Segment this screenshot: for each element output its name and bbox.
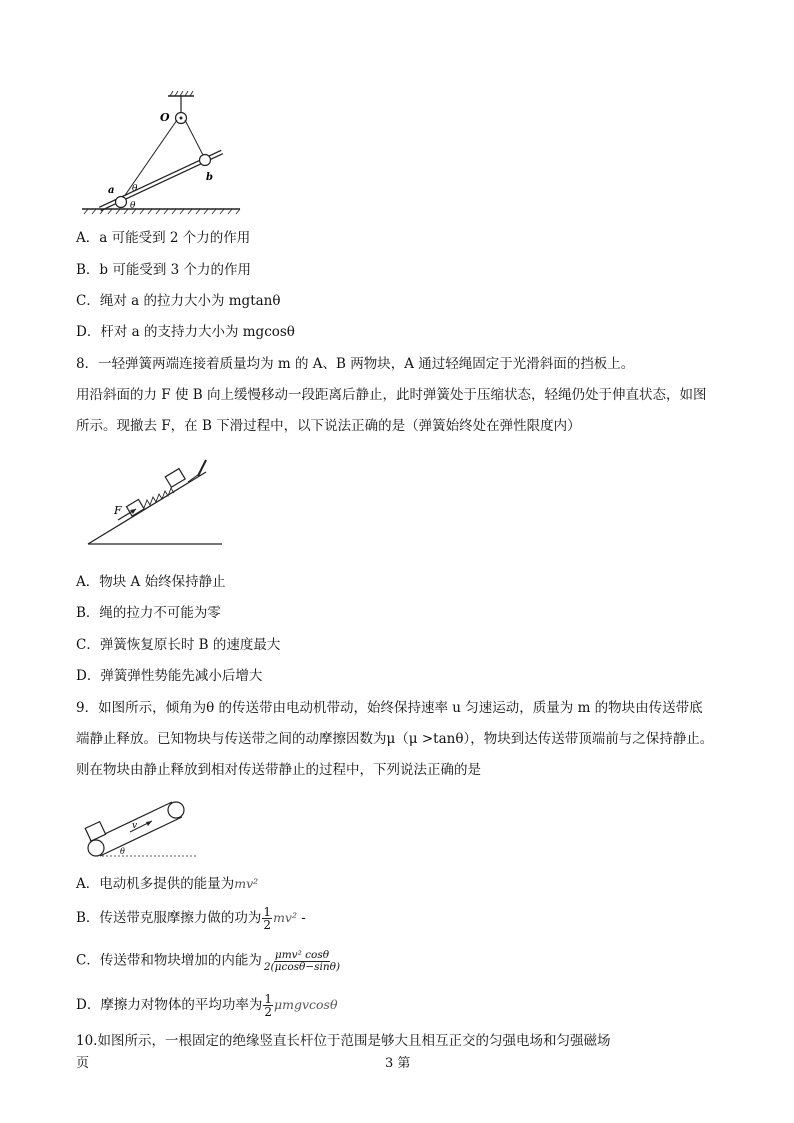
footer-left: 页 xyxy=(76,1056,90,1071)
fig7-label-O: O xyxy=(160,111,170,124)
q8-option-c: C．弹簧恢复原长时 B 的速度最大 xyxy=(76,637,281,653)
q7-option-c: C．绳对 a 的拉力大小为 mgtanθ xyxy=(76,293,281,309)
q9-option-c-denominator: 2(μcosθ−sinθ) xyxy=(263,960,341,973)
q9-option-d-numerator: 1 xyxy=(264,992,272,1006)
q8-stem-line2: 用沿斜面的力 F 使 B 向上缓慢移动一段距离后静止，此时弹簧处于压缩状态，轻绳仍处于伸直状态，如图 xyxy=(76,387,707,403)
q9-option-d-fraction xyxy=(263,993,273,1018)
q9-option-d-formula: μmgvcosθ xyxy=(273,997,338,1012)
q9-option-d xyxy=(76,993,337,1018)
footer-page-number: 3 第 xyxy=(385,1056,411,1071)
q8-option-d: D．弹簧弹性势能先减小后增大 xyxy=(76,668,263,684)
q9-option-b-text: B．传送带克服摩擦力做的功为 xyxy=(76,910,262,926)
q9-option-b-formula: mv² xyxy=(273,910,297,925)
q9-option-c xyxy=(76,950,342,972)
q9-option-c-text: C．传送带和物块增加的内能为 xyxy=(76,952,262,969)
q7-option-a: A．a 可能受到 2 个力的作用 xyxy=(76,230,251,246)
q9-option-b-numerator: 1 xyxy=(263,905,272,919)
q9-stem-line1: 9．如图所示，倾角为θ 的传送带由电动机带动，始终保持速率 u 匀速运动，质量为 m 的物块由传送带底 xyxy=(76,700,703,716)
fig8-label-F: F xyxy=(114,504,122,517)
q9-option-a-text: A．电动机多提供的能量为 xyxy=(76,876,235,892)
q9-stem-line3: 则在物块由静止释放到相对传送带静止的过程中，下列说法正确的是 xyxy=(76,762,481,778)
q7-option-b: B．b 可能受到 3 个力的作用 xyxy=(76,262,252,278)
q8-stem-line1: 8．一轻弹簧两端连接着质量均为 m 的 A、B 两物块，A 通过轻绳固定于光滑斜面的挡板上。 xyxy=(76,356,635,372)
q9-option-a xyxy=(76,875,258,893)
q9-option-b-denominator: 2 xyxy=(263,918,272,932)
q9-option-d-text: D．摩擦力对物体的平均功率为 xyxy=(76,997,263,1013)
fig9-label-theta: θ xyxy=(120,847,125,856)
q9-option-b-tail: - xyxy=(297,910,306,926)
q8-stem-line3: 所示。现撤去 F，在 B 下滑过程中，以下说法正确的是（弹簧始终处在弹性限度内） xyxy=(76,418,581,434)
q8-option-b: B．绳的拉力不可能为零 xyxy=(76,605,221,621)
q9-option-c-numerator: μmv² cosθ xyxy=(274,949,330,961)
q9-option-c-fraction xyxy=(263,950,341,972)
fig7-label-theta-upper: θ xyxy=(132,184,138,194)
q9-option-b xyxy=(76,906,306,931)
q9-option-b-fraction xyxy=(262,906,272,931)
q9-stem-line2: 端静止释放。已知物块与传送带之间的动摩擦因数为μ（μ >tanθ），物块到达传送带顶端前与之保持静止。 xyxy=(76,731,714,747)
fig7-label-a: a xyxy=(108,185,115,196)
fig7-label-theta-lower: θ xyxy=(130,201,136,211)
q10-stem-line1: 10.如图所示，一根固定的绝缘竖直长杆位于范围是够大且相互正交的匀强电场和匀强磁场 xyxy=(76,1033,611,1049)
q9-option-d-denominator: 2 xyxy=(264,1005,272,1019)
fig9-label-v: v xyxy=(132,821,138,831)
q8-figure xyxy=(84,452,229,552)
q7-option-d: D．杆对 a 的支持力大小为 mgcosθ xyxy=(76,324,295,340)
q9-figure xyxy=(80,790,205,865)
q8-option-a: A．物块 A 始终保持静止 xyxy=(76,574,226,590)
q9-option-a-formula: mv² xyxy=(234,876,259,891)
q7-figure xyxy=(76,88,246,218)
fig7-label-b: b xyxy=(206,172,213,183)
